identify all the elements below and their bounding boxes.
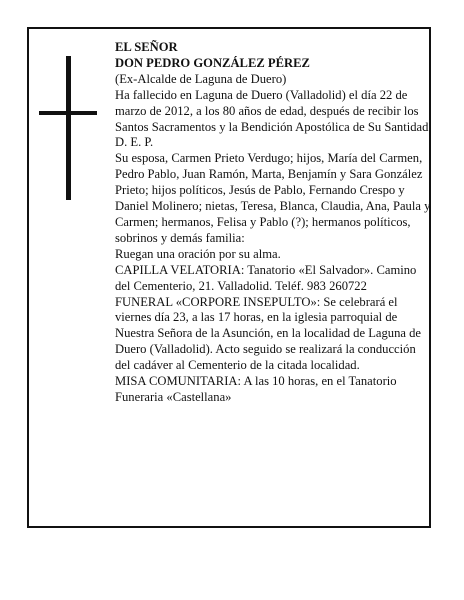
funeral-info: FUNERAL «CORPORE INSEPULTO»: Se celebrará el viernes día 23, a las 17 horas, en la iglesia parroquial de Nuestra Señora de la Asunción, en la localidad de Laguna de Duero (Valladolid). Acto seguido se realizará la conducción del cadáver al Cementerio de la citada localidad.: [115, 294, 421, 373]
cross-vertical-bar: [66, 56, 71, 200]
death-announcement: Ha fallecido en Laguna de Duero (Valladolid) el día 22 de marzo de 2012, a los 80 años de edad, después de recibir los Santos Sacramentos y la Bendición Apostólica de Su Santidad: [115, 87, 429, 134]
family-list: Su esposa, Carmen Prieto Verdugo; hijos, María del Carmen, Pedro Pablo, Juan Ramón, Marta, Benjamín y Sara González Prieto; hijos políticos, Jesús de Pablo, Fernando Crespo y Daniel Molinero; nietas, Teresa, Blanca, Claudia, Ana, Paula y Carmen; hermanos, Felisa y Pablo (?); hermanos políticos, sobrinos y demás familia:: [115, 151, 431, 245]
chapel-info: CAPILLA VELATORIA: Tanatorio «El Salvador». Camino del Cementerio, 21. Valladolid. Teléf. 983 260722: [115, 262, 417, 293]
notice-title-line2: DON PEDRO GONZÁLEZ PÉREZ: [115, 55, 310, 70]
notice-subtitle: (Ex-Alcalde de Laguna de Duero): [115, 71, 287, 86]
mass-info: MISA COMUNITARIA: A las 10 horas, en el Tanatorio: [115, 374, 397, 389]
cross-icon: [39, 56, 97, 200]
notice-text: [115, 40, 433, 406]
cross-horizontal-bar: [39, 111, 97, 115]
obituary-notice: [27, 27, 431, 528]
rip-line: D. E. P.: [115, 135, 154, 150]
notice-title-line1: EL SEÑOR: [115, 40, 178, 54]
prayer-request: Ruegan una oración por su alma.: [115, 246, 281, 261]
funeral-home: Funeraria «Castellana»: [115, 389, 232, 404]
